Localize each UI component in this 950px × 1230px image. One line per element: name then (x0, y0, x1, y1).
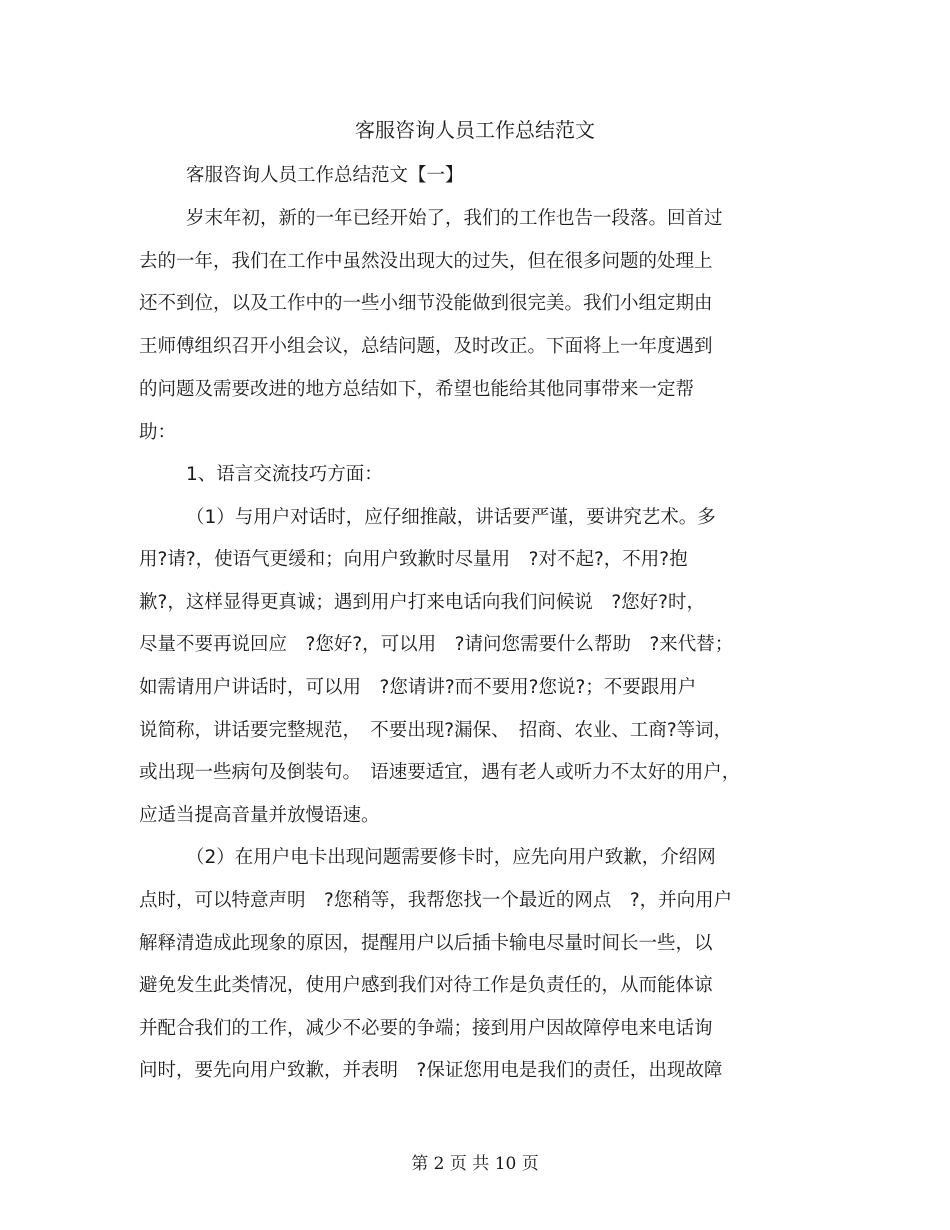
paragraph-line: 解释清造成此现象的原因，提醒用户以后插卡输电尽量时间长一些，以 (139, 933, 713, 954)
paragraph-line: （2）在用户电卡出现问题需要修卡时，应先向用户致歉，介绍网 (186, 847, 716, 868)
document-title: 客服咨询人员工作总结范文 (355, 118, 595, 142)
paragraph-line: 王师傅组织召开小组会议，总结问题，及时改正。下面将上一年度遇到 (139, 336, 713, 357)
paragraph-line: 歉?，这样显得更真诚；遇到用户打来电话向我们问候说 ?您好?时， (139, 592, 705, 613)
paragraph-line: 用?请?，使语气更缓和；向用户致歉时尽量用 ?对不起?，不用?抱 (139, 549, 688, 570)
paragraph-line: 或出现一些病句及倒装句。 语速要适宜，遇有老人或听力不太好的用户， (139, 762, 741, 783)
section-heading: 客服咨询人员工作总结范文【一】 (186, 165, 464, 186)
paragraph-line: （1）与用户对话时，应仔细推敲，讲话要严谨，要讲究艺术。多 (186, 507, 716, 528)
paragraph-line: 还不到位，以及工作中的一些小细节没能做到很完美。我们小组定期由 (139, 293, 713, 314)
paragraph-line: 尽量不要再说回应 ?您好?，可以用 ?请问您需要什么帮助 ?来代替； (139, 634, 734, 655)
paragraph-line: 如需请用户讲话时，可以用 ?您请讲?而不要用?您说?；不要跟用户 (139, 677, 697, 698)
paragraph-line: 岁末年初，新的一年已经开始了，我们的工作也告一段落。回首过 (186, 208, 723, 229)
paragraph-line: 避免发生此类情况，使用户感到我们对待工作是负责任的，从而能体谅 (139, 975, 713, 996)
paragraph-line: 点时，可以特意声明 ?您稍等，我帮您找一个最近的网点 ?，并向用户 (139, 890, 733, 911)
paragraph-line: 助： (139, 422, 177, 443)
subsection-heading: 1、语言交流技巧方面： (186, 464, 383, 485)
page-number: 第 2 页 共 10 页 (411, 1154, 539, 1174)
paragraph-line: 的问题及需要改进的地方总结如下，希望也能给其他同事带来一定帮 (139, 379, 695, 400)
paragraph-line: 问时，要先向用户致歉，并表明 ?保证您用电是我们的责任，出现故障 (139, 1060, 723, 1081)
paragraph-line: 并配合我们的工作，减少不必要的争端；接到用户因故障停电来电话询 (139, 1018, 713, 1039)
paragraph-line: 去的一年，我们在工作中虽然没出现大的过失，但在很多问题的处理上 (139, 251, 713, 272)
paragraph-line: 说简称，讲话要完整规范， 不要出现?漏保、 招商、农业、工商?等词， (139, 720, 733, 741)
paragraph-line: 应适当提高音量并放慢语速。 (139, 805, 380, 826)
